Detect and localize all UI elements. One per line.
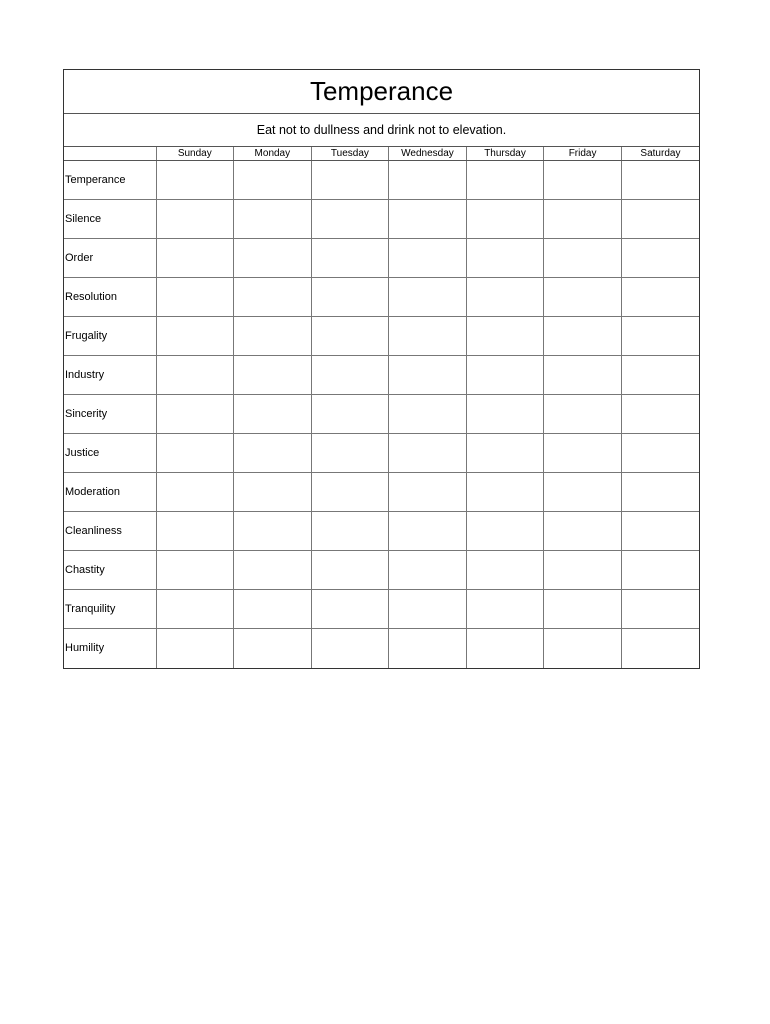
mark-cell[interactable] [311,317,389,356]
mark-cell[interactable] [389,590,467,629]
virtue-row [64,317,699,356]
mark-cell[interactable] [544,395,622,434]
day-header-saturday: Saturday [621,147,699,161]
mark-cell[interactable] [156,473,234,512]
virtue-label: Frugality [64,317,156,356]
mark-cell[interactable] [156,278,234,317]
virtue-chart-sheet [63,69,700,669]
virtue-row [64,356,699,395]
mark-cell[interactable] [544,278,622,317]
virtue-grid [64,147,699,668]
mark-cell[interactable] [466,317,544,356]
mark-cell[interactable] [466,551,544,590]
chart-title: Temperance [64,70,699,114]
virtue-row [64,551,699,590]
mark-cell[interactable] [234,629,312,668]
mark-cell[interactable] [156,200,234,239]
mark-cell[interactable] [234,551,312,590]
mark-cell[interactable] [466,395,544,434]
mark-cell[interactable] [466,473,544,512]
day-header-thursday: Thursday [466,147,544,161]
mark-cell[interactable] [156,161,234,200]
mark-cell[interactable] [544,590,622,629]
virtue-label: Resolution [64,278,156,317]
virtue-rows [64,161,699,668]
mark-cell[interactable] [156,590,234,629]
mark-cell[interactable] [234,278,312,317]
mark-cell[interactable] [311,356,389,395]
mark-cell[interactable] [234,434,312,473]
mark-cell[interactable] [234,590,312,629]
mark-cell[interactable] [389,317,467,356]
virtue-label: Silence [64,200,156,239]
mark-cell[interactable] [311,161,389,200]
virtue-row [64,161,699,200]
mark-cell[interactable] [389,434,467,473]
day-header-row [64,147,699,161]
mark-cell[interactable] [389,278,467,317]
mark-cell[interactable] [466,278,544,317]
mark-cell[interactable] [389,395,467,434]
virtue-row [64,395,699,434]
mark-cell[interactable] [389,161,467,200]
mark-cell[interactable] [234,161,312,200]
mark-cell[interactable] [311,278,389,317]
mark-cell[interactable] [389,512,467,551]
mark-cell[interactable] [621,590,699,629]
virtue-row [64,200,699,239]
mark-cell[interactable] [621,161,699,200]
mark-cell[interactable] [311,590,389,629]
mark-cell[interactable] [156,551,234,590]
virtue-label: Industry [64,356,156,395]
mark-cell[interactable] [466,239,544,278]
mark-cell[interactable] [621,629,699,668]
mark-cell[interactable] [389,473,467,512]
mark-cell[interactable] [234,200,312,239]
mark-cell[interactable] [156,434,234,473]
mark-cell[interactable] [234,473,312,512]
mark-cell[interactable] [156,512,234,551]
mark-cell[interactable] [621,356,699,395]
mark-cell[interactable] [621,434,699,473]
virtue-row [64,629,699,668]
mark-cell[interactable] [621,239,699,278]
mark-cell[interactable] [466,629,544,668]
mark-cell[interactable] [311,200,389,239]
mark-cell[interactable] [311,434,389,473]
chart-subtitle: Eat not to dullness and drink not to elevation. [64,114,699,147]
day-header-wednesday: Wednesday [389,147,467,161]
mark-cell[interactable] [311,473,389,512]
virtue-label: Justice [64,434,156,473]
mark-cell[interactable] [544,317,622,356]
day-header-monday: Monday [234,147,312,161]
mark-cell[interactable] [311,239,389,278]
mark-cell[interactable] [621,278,699,317]
mark-cell[interactable] [156,239,234,278]
virtue-row [64,473,699,512]
virtue-row [64,278,699,317]
mark-cell[interactable] [621,551,699,590]
mark-cell[interactable] [156,317,234,356]
day-header-sunday: Sunday [156,147,234,161]
mark-cell[interactable] [234,239,312,278]
mark-cell[interactable] [621,317,699,356]
mark-cell[interactable] [156,356,234,395]
mark-cell[interactable] [466,590,544,629]
mark-cell[interactable] [156,395,234,434]
mark-cell[interactable] [234,356,312,395]
virtue-label: Tranquility [64,590,156,629]
virtue-label: Temperance [64,161,156,200]
mark-cell[interactable] [466,512,544,551]
virtue-row [64,512,699,551]
mark-cell[interactable] [311,551,389,590]
day-header-tuesday: Tuesday [311,147,389,161]
header-corner-cell [64,147,156,161]
virtue-row [64,590,699,629]
mark-cell[interactable] [466,356,544,395]
virtue-label: Sincerity [64,395,156,434]
virtue-row [64,434,699,473]
mark-cell[interactable] [311,395,389,434]
mark-cell[interactable] [389,551,467,590]
mark-cell[interactable] [621,473,699,512]
mark-cell[interactable] [544,200,622,239]
mark-cell[interactable] [389,629,467,668]
mark-cell[interactable] [621,512,699,551]
virtue-label: Cleanliness [64,512,156,551]
mark-cell[interactable] [544,629,622,668]
mark-cell[interactable] [234,395,312,434]
virtue-label: Moderation [64,473,156,512]
day-header-friday: Friday [544,147,622,161]
virtue-label: Chastity [64,551,156,590]
mark-cell[interactable] [544,473,622,512]
mark-cell[interactable] [544,512,622,551]
mark-cell[interactable] [544,239,622,278]
mark-cell[interactable] [544,161,622,200]
mark-cell[interactable] [466,161,544,200]
mark-cell[interactable] [544,356,622,395]
mark-cell[interactable] [544,551,622,590]
virtue-label: Humility [65,642,105,655]
virtue-label: Order [64,239,156,278]
mark-cell[interactable] [389,356,467,395]
mark-cell[interactable] [156,629,234,668]
mark-cell[interactable] [389,239,467,278]
mark-cell[interactable] [544,434,622,473]
mark-cell[interactable] [466,200,544,239]
mark-cell[interactable] [621,395,699,434]
mark-cell[interactable] [311,629,389,668]
mark-cell[interactable] [466,434,544,473]
mark-cell[interactable] [234,512,312,551]
virtue-row [64,239,699,278]
mark-cell[interactable] [389,200,467,239]
mark-cell[interactable] [311,512,389,551]
mark-cell[interactable] [234,317,312,356]
mark-cell[interactable] [621,200,699,239]
